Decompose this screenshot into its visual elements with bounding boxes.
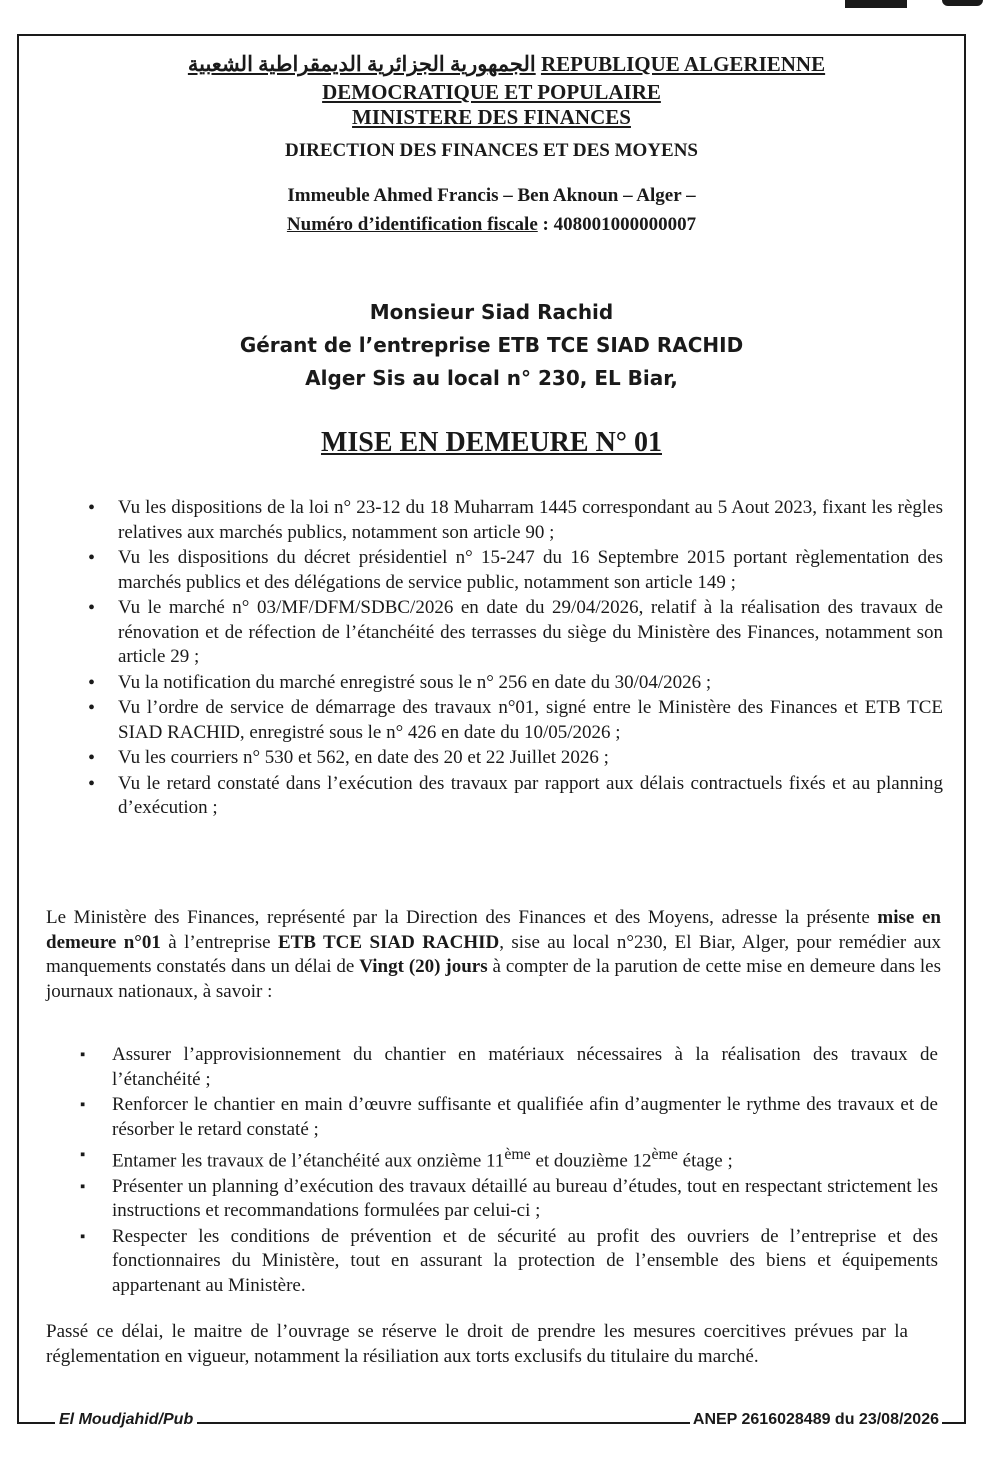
body-bold-ref: mise en demeure n°01 <box>46 907 942 953</box>
considerations-list <box>88 496 943 822</box>
body-bold-company: ETB TCE SIAD RACHID <box>277 931 500 953</box>
list-item: • Vu les dispositions de la loi n° 23-12 du 18 Muharram 1445 correspondant au 5 Aout 2023, fixant les règles relatives aux marchés publics, notamment son article 90 ; <box>88 496 943 545</box>
body-text: à l’entreprise <box>160 931 278 953</box>
body-bold-delay: Vingt (20) jours <box>359 956 488 977</box>
addressee-location: Alger Sis au local n° 230, EL Biar, <box>305 366 678 390</box>
body-paragraph <box>46 906 941 1004</box>
document-title: MISE EN DEMEURE N° 01 <box>320 427 662 458</box>
footer-anep-ref: ANEP 2616028489 du 23/08/2026 <box>690 1411 942 1429</box>
header-direction-line: DIRECTION DES FINANCES ET DES MOYENS <box>285 140 698 161</box>
addressee-role: Gérant de l’entreprise ETB TCE SIAD RACHID <box>239 333 744 357</box>
scan-corner-mark <box>845 0 907 8</box>
nif-label: Numéro d’identification fiscale <box>286 214 538 235</box>
list-item: • Vu le retard constaté dans l’exécution des travaux par rapport aux délais contractuels fixés et au planning d’exécution ; <box>88 772 943 821</box>
header-ministry-line: MINISTERE DES FINANCES <box>352 105 631 129</box>
closing-paragraph: Passé ce délai, le maitre de l’ouvrage se réserve le droit de prendre les mesures coercitives prévues par la réglementation en vigueur, notamment la résiliation aux torts exclusifs du titulaire du marché. <box>46 1321 908 1367</box>
header-republic-line <box>30 52 983 77</box>
list-text: étage ; <box>677 1150 733 1172</box>
header-nif <box>0 214 983 236</box>
scan-corner-mark-right <box>942 0 983 6</box>
list-item: ▪ Assurer l’approvisionnement du chantier en matériaux nécessaires à la réalisation des travaux de l’étanchéité ; <box>80 1043 938 1092</box>
header-french-text: REPUBLIQUE ALGERIENNE <box>540 52 826 76</box>
superscript: ème <box>504 1146 531 1163</box>
list-item: ▪ Présenter un planning d’exécution des travaux détaillé au bureau d’études, tout en respectant strictement les instructions et recommandations formulées par celui-ci ; <box>80 1175 938 1224</box>
header-address: Immeuble Ahmed Francis – Ben Aknoun – Alger – <box>287 185 696 206</box>
list-item: • Vu la notification du marché enregistré sous le n° 256 en date du 30/04/2026 ; <box>88 671 943 696</box>
superscript: ème <box>651 1146 678 1163</box>
list-text: et douzième 12 <box>530 1150 652 1172</box>
list-item: • Vu les dispositions du décret présidentiel n° 15-247 du 16 Septembre 2015 portant règlementation des marchés publics et des délégations de service public, notamment son article 149 ; <box>88 546 943 595</box>
body-text: à compter de la parution de cette mise en demeure dans les journaux nationaux, à savoir : <box>46 956 941 1002</box>
list-item: ▪ Respecter les conditions de prévention et de sécurité au profit des ouvriers de l’entreprise et des fonctionnaires du Ministère, tout en assurant la protection de l’ensemble des biens et équipements appartenant au Ministère. <box>80 1225 938 1299</box>
list-item: • Vu les courriers n° 530 et 562, en date des 20 et 22 Juillet 2026 ; <box>88 746 943 771</box>
footer-publication: El Moudjahid/Pub <box>55 1411 197 1429</box>
addressee-name: Monsieur Siad Rachid <box>369 300 614 324</box>
requirements-list <box>80 1043 938 1299</box>
list-item: • Vu le marché n° 03/MF/DFM/SDBC/2026 en date du 29/04/2026, relatif à la réalisation des travaux de rénovation et de réfection de l’étanchéité des terrasses du siège du Ministère des Finances, notamment son article 29 ; <box>88 596 943 670</box>
list-item: ▪ Renforcer le chantier en main d’œuvre suffisante et qualifiée afin d’augmenter le rythme des travaux et de résorber le retard constaté ; <box>80 1093 938 1142</box>
body-text: Le Ministère des Finances, représenté par la Direction des Finances et des Moyens, adresse la présente <box>46 907 878 928</box>
list-item <box>80 1143 938 1174</box>
list-text: Entamer les travaux de l’étanchéité aux onzième 11 <box>112 1150 505 1172</box>
body-text: , sise au local n°230, El Biar, Alger, pour remédier aux manquements constatés dans un délai de <box>46 931 942 977</box>
list-item: • Vu l’ordre de service de démarrage des travaux n°01, signé entre le Ministère des Finances et ETB TCE SIAD RACHID, enregistré sous le n° 426 en date du 10/05/2026 ; <box>88 696 943 745</box>
header-arabic-text: الجمهورية الجزائرية الديمقراطية الشعبية <box>187 52 536 76</box>
footer <box>17 1411 966 1435</box>
nif-value: : 408001000000007 <box>537 214 697 235</box>
header-democratic-line: DEMOCRATIQUE ET POPULAIRE <box>322 80 661 104</box>
